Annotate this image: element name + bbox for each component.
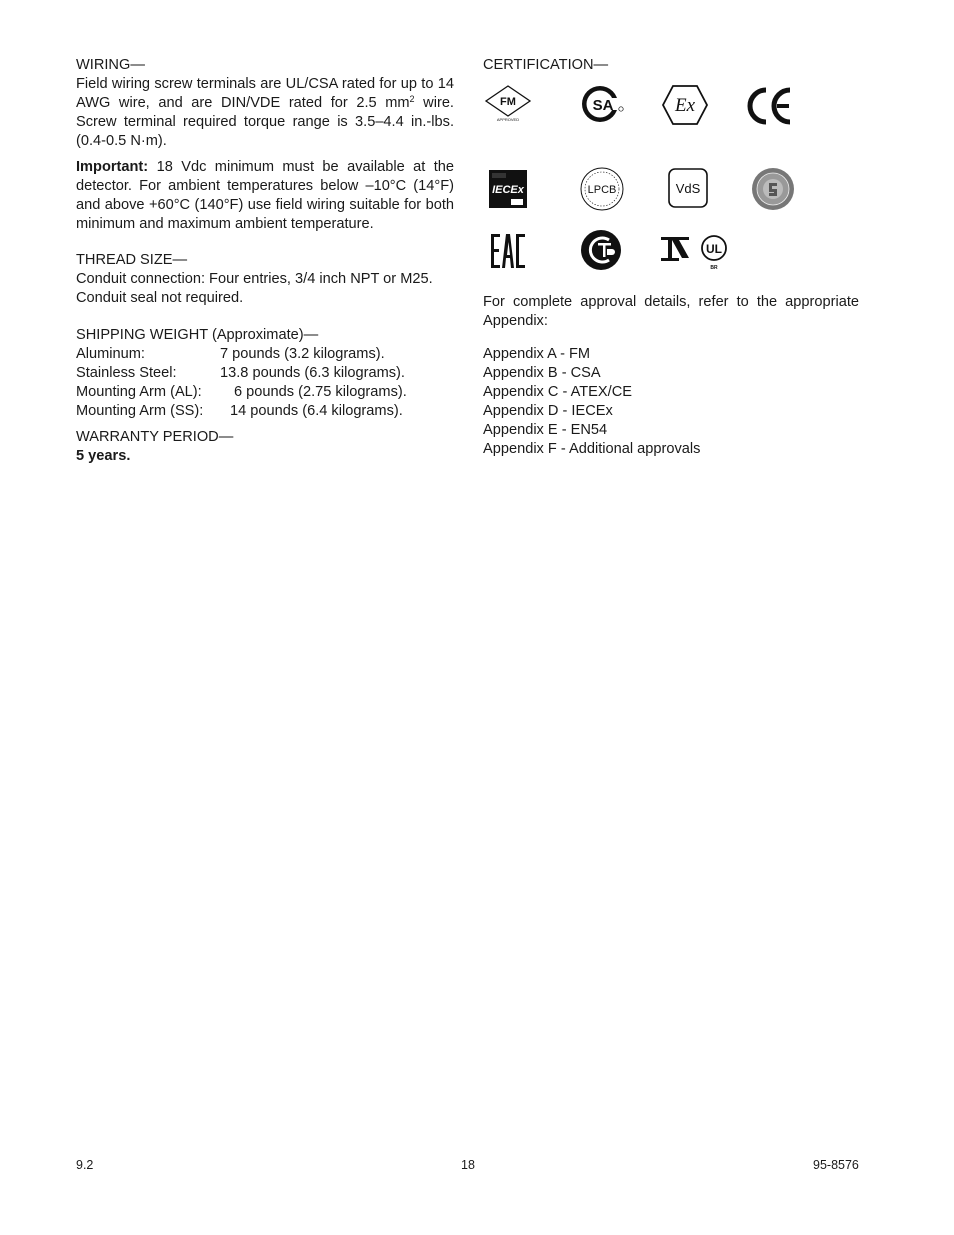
- vds-logo: [667, 167, 709, 209]
- shipping-heading: SHIPPING WEIGHT (Approximate)—: [76, 327, 319, 343]
- fm-approved-logo: [483, 83, 533, 123]
- inmetro-ul-br-logo: [659, 231, 729, 273]
- svg-text:VdS: VdS: [675, 181, 701, 196]
- weight-value: 6 pounds (2.75 kilograms).: [234, 384, 407, 400]
- svg-text:FM: FM: [500, 96, 516, 108]
- csa-logo: [580, 84, 626, 128]
- wiring-heading: WIRING—: [76, 57, 145, 73]
- warranty-heading: WARRANTY PERIOD—: [76, 429, 234, 445]
- iecex-logo: [489, 170, 527, 208]
- weight-value: 14 pounds (6.4 kilograms).: [230, 403, 403, 419]
- lpcb-logo: [577, 166, 627, 212]
- list-item: Appendix C - ATEX/CE: [483, 384, 632, 400]
- table-row: [76, 402, 407, 421]
- important-paragraph: [76, 158, 454, 234]
- thread-line-2: Conduit seal not required.: [76, 290, 244, 306]
- list-item: Appendix A - FM: [483, 346, 591, 362]
- shipping-weight-table: [76, 345, 407, 421]
- eac-logo: [489, 232, 527, 270]
- wiring-paragraph: [76, 75, 454, 151]
- weight-label: Stainless Steel:: [76, 365, 177, 381]
- list-item: Appendix E - EN54: [483, 422, 608, 438]
- svg-text:APPROVED: APPROVED: [496, 117, 520, 122]
- weight-value: 13.8 pounds (6.3 kilograms).: [220, 365, 405, 381]
- svg-text:SA: SA: [592, 97, 614, 114]
- important-label: Important:: [76, 159, 149, 175]
- ce-mark-logo: [745, 86, 795, 126]
- table-row: [76, 383, 407, 402]
- svg-text:UL: UL: [706, 242, 722, 256]
- svg-text:IECEx: IECEx: [492, 184, 524, 196]
- weight-label: Mounting Arm (AL):: [76, 384, 202, 400]
- wiring-superscript: 2: [409, 94, 415, 104]
- atex-ex-logo: [661, 83, 709, 127]
- wiring-text-continued: wire. Screw terminal required torque range is 3.5–4.4 in.-lbs. (0.4-0.5 N·m).: [76, 95, 454, 149]
- footer-revision: 9.2: [76, 1158, 94, 1172]
- weight-label: Aluminum:: [76, 346, 145, 362]
- svg-text:LPCB: LPCB: [587, 184, 617, 196]
- wiring-text: Field wiring screw terminals are UL/CSA rated for up to 14 AWG wire, and are DIN/VDE rated for 2.5 mm: [76, 76, 454, 111]
- en54-certified-seal-icon: [751, 167, 795, 211]
- thread-line-1: Conduit connection: Four entries, 3/4 inch NPT or M25.: [76, 271, 433, 287]
- list-item: Appendix D - IECEx: [483, 403, 613, 419]
- table-row: [76, 345, 407, 364]
- list-item: Appendix F - Additional approvals: [483, 441, 701, 457]
- list-item: Appendix B - CSA: [483, 365, 601, 381]
- left-column: [76, 56, 454, 466]
- right-column: [483, 56, 859, 459]
- certification-heading: CERTIFICATION—: [483, 57, 609, 73]
- weight-value: 7 pounds (3.2 kilograms).: [220, 346, 385, 362]
- svg-text:Ex: Ex: [674, 95, 696, 116]
- gost-tr-logo: [580, 229, 622, 271]
- footer-page-number: 18: [461, 1158, 475, 1172]
- footer-document-number: 95-8576: [813, 1158, 859, 1172]
- weight-label: Mounting Arm (SS):: [76, 403, 204, 419]
- approval-details-text: For complete approval details, refer to the appropriate Appendix:: [483, 294, 859, 329]
- appendix-list: [483, 345, 859, 459]
- svg-text:BR: BR: [710, 265, 718, 271]
- thread-heading: THREAD SIZE—: [76, 252, 188, 268]
- important-text: 18 Vdc minimum must be available at the detector. For ambient temperatures below –10°C (14°F) and above +60°C (140°F) use field wiring suitable for both minimum and maximum ambient temperature.: [76, 159, 454, 232]
- table-row: [76, 364, 407, 383]
- warranty-value: 5 years.: [76, 448, 131, 464]
- certification-logos: [483, 83, 859, 273]
